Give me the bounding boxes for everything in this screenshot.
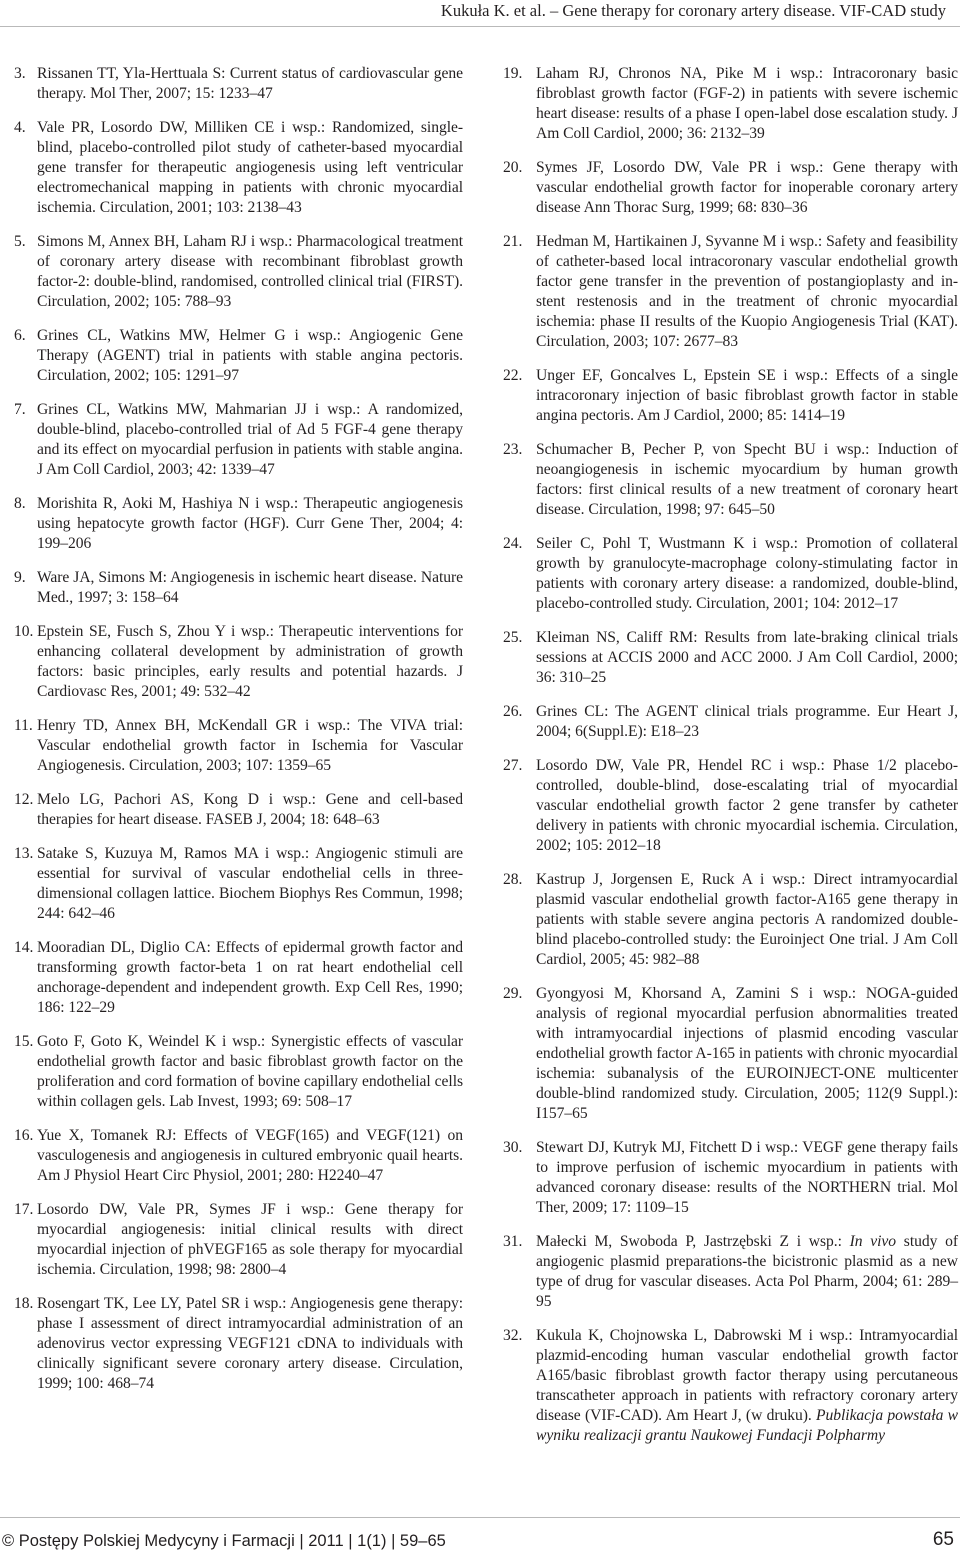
reference-number: 20. <box>503 159 523 176</box>
reference-number: 17. <box>14 1201 34 1218</box>
reference-item <box>503 1232 958 1312</box>
reference-number: 12. <box>14 791 34 808</box>
reference-text: Vale PR, Losordo DW, Milliken CE i wsp.: Randomized, single-blind, placebo-controlled pilot study of catheter-based myocardial gene transfer for therapeutic angiogenesis using left ventricular electromechanical mapping in patients with chronic myocardial ischemia. Circulation, 2001; 103: 2138–43 <box>37 119 463 216</box>
footer-journal-info: © Postępy Polskiej Medycyny i Farmacji | 2011 | 1(1) | 59–65 <box>2 1532 446 1550</box>
reference-item <box>503 64 958 144</box>
reference-number: 19. <box>503 65 523 82</box>
reference-text: Hedman M, Hartikainen J, Syvanne M i wsp.: Safety and feasibility of catheter-based local intracoronary vascular endothelial growth factor gene transfer in the prevention of postangioplasty and in-stent restenosis and in the treatment of chronic myocardial ischemia: phase II results of the Kuopio Angiogenesis Trial (KAT). Circulation, 2003; 107: 2677–83 <box>536 233 958 350</box>
reference-item <box>14 326 463 386</box>
reference-number: 7. <box>14 401 26 418</box>
reference-text <box>536 1326 958 1446</box>
reference-number: 5. <box>14 233 26 250</box>
reference-number: 10. <box>14 623 34 640</box>
reference-number: 29. <box>503 985 523 1002</box>
reference-text: Stewart DJ, Kutryk MJ, Fitchett D i wsp.: VEGF gene therapy fails to improve perfusion of ischemic myocardium in patients with advanced coronary disease: results of the NORTHERN trial. Mol Ther, 2009; 17: 1109–15 <box>536 1139 958 1216</box>
reference-text: Gyongyosi M, Khorsand A, Zamini S i wsp.: NOGA-guided analysis of regional myocardial perfusion abnormalities treated with intramyocardial injections of plasmid encoding vascular endothelial growth factor A-165 in patients with chronic myocardial ischemia: subanalysis of the EUROINJECT-ONE multicenter double-blind randomized study. Circulation, 2005; 112(9 Suppl.): I157–65 <box>536 985 958 1122</box>
reference-text: Kleiman NS, Califf RM: Results from late-braking clinical trials sessions at ACCIS 2000 and ACC 2000. J Am Coll Cardiol, 2000; 36: 310–25 <box>536 629 958 686</box>
reference-item <box>14 1200 463 1280</box>
reference-item <box>503 702 958 742</box>
reference-item <box>503 870 958 970</box>
reference-item <box>14 64 463 104</box>
reference-item <box>14 938 463 1018</box>
reference-number: 30. <box>503 1139 523 1156</box>
reference-text: Seiler C, Pohl T, Wustmann K i wsp.: Promotion of collateral growth by granulocyte-macrophage colony-stimulating factor in patients with coronary artery disease: a randomized, double-blind, placebo-controlled study. Circulation, 2001; 104: 2012–17 <box>536 535 958 612</box>
reference-item <box>14 622 463 702</box>
reference-item <box>14 118 463 218</box>
reference-text-start: Małecki M, Swoboda P, Jastrzębski Z i wsp.: <box>536 1233 850 1250</box>
reference-number: 3. <box>14 65 26 82</box>
reference-item <box>503 1326 958 1446</box>
reference-number: 6. <box>14 327 26 344</box>
reference-item <box>503 984 958 1124</box>
page-number: 65 <box>932 1529 954 1550</box>
reference-text <box>536 1232 958 1312</box>
reference-item <box>503 440 958 520</box>
reference-item <box>14 1032 463 1112</box>
reference-text: Goto F, Goto K, Weindel K i wsp.: Synergistic effects of vascular endothelial growth factor and basic fibroblast growth factor on the proliferation and cord formation of bovine capillary endothelial cells within collagen gels. Lab Invest, 1993; 69: 508–17 <box>37 1033 463 1110</box>
references-right-column <box>503 64 958 1460</box>
reference-text: Laham RJ, Chronos NA, Pike M i wsp.: Intracoronary basic fibroblast growth factor (FGF-2) in patients with severe ischemic heart disease: results of a phase I open-label dose escalation study. J Am Coll Cardiol, 2000; 36: 2132–39 <box>536 65 958 142</box>
running-head: Kukuła K. et al. – Gene therapy for coronary artery disease. VIF-CAD study <box>440 1 946 20</box>
reference-number: 24. <box>503 535 523 552</box>
reference-text: Mooradian DL, Diglio CA: Effects of epidermal growth factor and transforming growth factor-beta 1 on rat heart endothelial cell anchorage-dependent and independent growth. Exp Cell Res, 1990; 186: 122–29 <box>37 939 463 1016</box>
reference-item <box>503 232 958 352</box>
reference-text-end: study of angiogenic plasmid preparations-the bicistronic plasmid as a new type of drug for vascular diseases. Acta Pol Pharm, 2004; 61: 289–95 <box>536 1233 958 1310</box>
reference-item <box>14 232 463 312</box>
reference-number: 8. <box>14 495 26 512</box>
reference-text: Grines CL, Watkins MW, Mahmarian JJ i wsp.: A randomized, double-blind, placebo-controlled trial of Ad 5 FGF-4 gene therapy and its effect on myocardial perfusion in patients with stable angina. J Am Coll Cardiol, 2003; 42: 1339–47 <box>37 401 463 478</box>
reference-number: 23. <box>503 441 523 458</box>
reference-text: Schumacher B, Pecher P, von Specht BU i wsp.: Induction of neoangiogenesis in ischemic myocardium by human growth factors: first clinical results of a new treatment of coronary heart disease. Circulation, 1998; 97: 645–50 <box>536 441 958 518</box>
reference-text: Rosengart TK, Lee LY, Patel SR i wsp.: Angiogenesis gene therapy: phase I assessment of direct intramyocardial administration of an adenovirus vector expressing VEGF121 cDNA to individuals with clinically significant severe coronary artery disease. Circulation, 1999; 100: 468–74 <box>37 1295 463 1392</box>
reference-italic-term: In vivo <box>849 1233 897 1250</box>
reference-text: Grines CL, Watkins MW, Helmer G i wsp.: Angiogenic Gene Therapy (AGENT) trial in patients with stable angina pectoris. Circulation, 2002; 105: 1291–97 <box>37 327 463 384</box>
reference-number: 14. <box>14 939 34 956</box>
references-left-column <box>14 64 463 1408</box>
reference-number: 16. <box>14 1127 34 1144</box>
reference-number: 11. <box>14 717 33 734</box>
reference-text: Satake S, Kuzuya M, Ramos MA i wsp.: Angiogenic stimuli are essential for survival of vascular endothelial cells in three-dimensional collagen lattice. Biochem Biophys Res Commun, 1998; 244: 642–46 <box>37 845 463 922</box>
reference-number: 31. <box>503 1233 523 1250</box>
reference-item <box>14 400 463 480</box>
funding-note: Publikacja powstała w wyniku realizacji grantu Naukowej Fundacji Polpharmy <box>536 1407 958 1444</box>
reference-text: Unger EF, Goncalves L, Epstein SE i wsp.: Effects of a single intracoronary injection of basic fibroblast growth factor in stable angina pectoris. Am J Cardiol, 2000; 85: 1414–19 <box>536 367 958 424</box>
reference-item <box>14 568 463 608</box>
reference-number: 9. <box>14 569 26 586</box>
reference-text: Henry TD, Annex BH, McKendall GR i wsp.: The VIVA trial: Vascular endothelial growth factor in Ischemia for Vascular Angiogenesis. Circulation, 2003; 107: 1359–65 <box>37 717 463 774</box>
reference-number: 15. <box>14 1033 34 1050</box>
reference-number: 26. <box>503 703 523 720</box>
reference-item <box>14 790 463 830</box>
reference-number: 18. <box>14 1295 34 1312</box>
reference-text: Losordo DW, Vale PR, Hendel RC i wsp.: Phase 1/2 placebo-controlled, double-blind, dose-escalating trial of myocardial vascular endothelial growth factor 2 gene transfer by catheter delivery in patients with chronic myocardial ischemia. Circulation, 2002; 105: 2012–18 <box>536 757 958 854</box>
reference-item <box>503 534 958 614</box>
reference-item <box>503 628 958 688</box>
header-divider <box>0 26 960 27</box>
reference-number: 22. <box>503 367 523 384</box>
reference-number: 13. <box>14 845 34 862</box>
reference-item <box>14 1294 463 1394</box>
reference-text: Morishita R, Aoki M, Hashiya N i wsp.: Therapeutic angiogenesis using hepatocyte growth factor (HGF). Curr Gene Ther, 2004; 4: 199–206 <box>37 495 463 552</box>
reference-text: Simons M, Annex BH, Laham RJ i wsp.: Pharmacological treatment of coronary artery disease with recombinant fibroblast growth factor-2: double-blind, randomised, controlled clinical trial (FIRST). Circulation, 2002; 105: 788–93 <box>37 233 463 310</box>
reference-text: Grines CL: The AGENT clinical trials programme. Eur Heart J, 2004; 6(Suppl.E): E18–23 <box>536 703 958 740</box>
reference-number: 32. <box>503 1327 523 1344</box>
reference-text: Ware JA, Simons M: Angiogenesis in ischemic heart disease. Nature Med., 1997; 3: 158–64 <box>37 569 463 606</box>
reference-item <box>14 1126 463 1186</box>
reference-number: 28. <box>503 871 523 888</box>
reference-number: 27. <box>503 757 523 774</box>
reference-number: 21. <box>503 233 523 250</box>
footer-divider <box>0 1517 960 1518</box>
reference-text: Melo LG, Pachori AS, Kong D i wsp.: Gene and cell-based therapies for heart disease. FASEB J, 2004; 18: 648–63 <box>37 791 463 828</box>
reference-number: 4. <box>14 119 26 136</box>
reference-item <box>503 1138 958 1218</box>
reference-text: Kastrup J, Jorgensen E, Ruck A i wsp.: Direct intramyocardial plasmid vascular endothelial growth factor-A165 gene therapy in patients with stable severe angina pectoris A randomized double-blind placebo-controlled study: the Euroinject One trial. J Am Coll Cardiol, 2005; 45: 982–88 <box>536 871 958 968</box>
reference-text-main: Kukula K, Chojnowska L, Dabrowski M i wsp.: Intramyocardial plazmid-encoding human vascular endothelial growth factor A165/basic fibroblast growth factor therapy using percutaneous transcatheter approach in patients with refractory coronary artery disease (VIF-CAD). Am Heart J, (w druku). <box>536 1327 958 1424</box>
reference-text: Rissanen TT, Yla-Herttuala S: Current status of cardiovascular gene therapy. Mol Ther, 2007; 15: 1233–47 <box>37 65 463 102</box>
reference-number: 25. <box>503 629 523 646</box>
reference-text: Losordo DW, Vale PR, Symes JF i wsp.: Gene therapy for myocardial angiogenesis: initial clinical results with direct myocardial injection of phVEGF165 as sole therapy for myocardial ischemia. Circulation, 1998; 98: 2800–4 <box>37 1201 463 1278</box>
reference-item <box>503 756 958 856</box>
reference-item <box>14 716 463 776</box>
reference-item <box>503 366 958 426</box>
reference-text: Symes JF, Losordo DW, Vale PR i wsp.: Gene therapy with vascular endothelial growth factor for inoperable coronary artery disease Ann Thorac Surg, 1999; 68: 830–36 <box>536 159 958 216</box>
reference-item <box>14 844 463 924</box>
reference-text: Epstein SE, Fusch S, Zhou Y i wsp.: Therapeutic interventions for enhancing collateral development by administration of growth factors: basic principles, early results and potential hazards. J Cardiovasc Res, 2001; 49: 532–42 <box>37 623 463 700</box>
reference-item <box>503 158 958 218</box>
reference-item <box>14 494 463 554</box>
reference-text: Yue X, Tomanek RJ: Effects of VEGF(165) and VEGF(121) on vasculogenesis and angiogenesis in cultured embryonic quail hearts. Am J Physiol Heart Circ Physiol, 2001; 280: H2240–47 <box>37 1127 463 1184</box>
